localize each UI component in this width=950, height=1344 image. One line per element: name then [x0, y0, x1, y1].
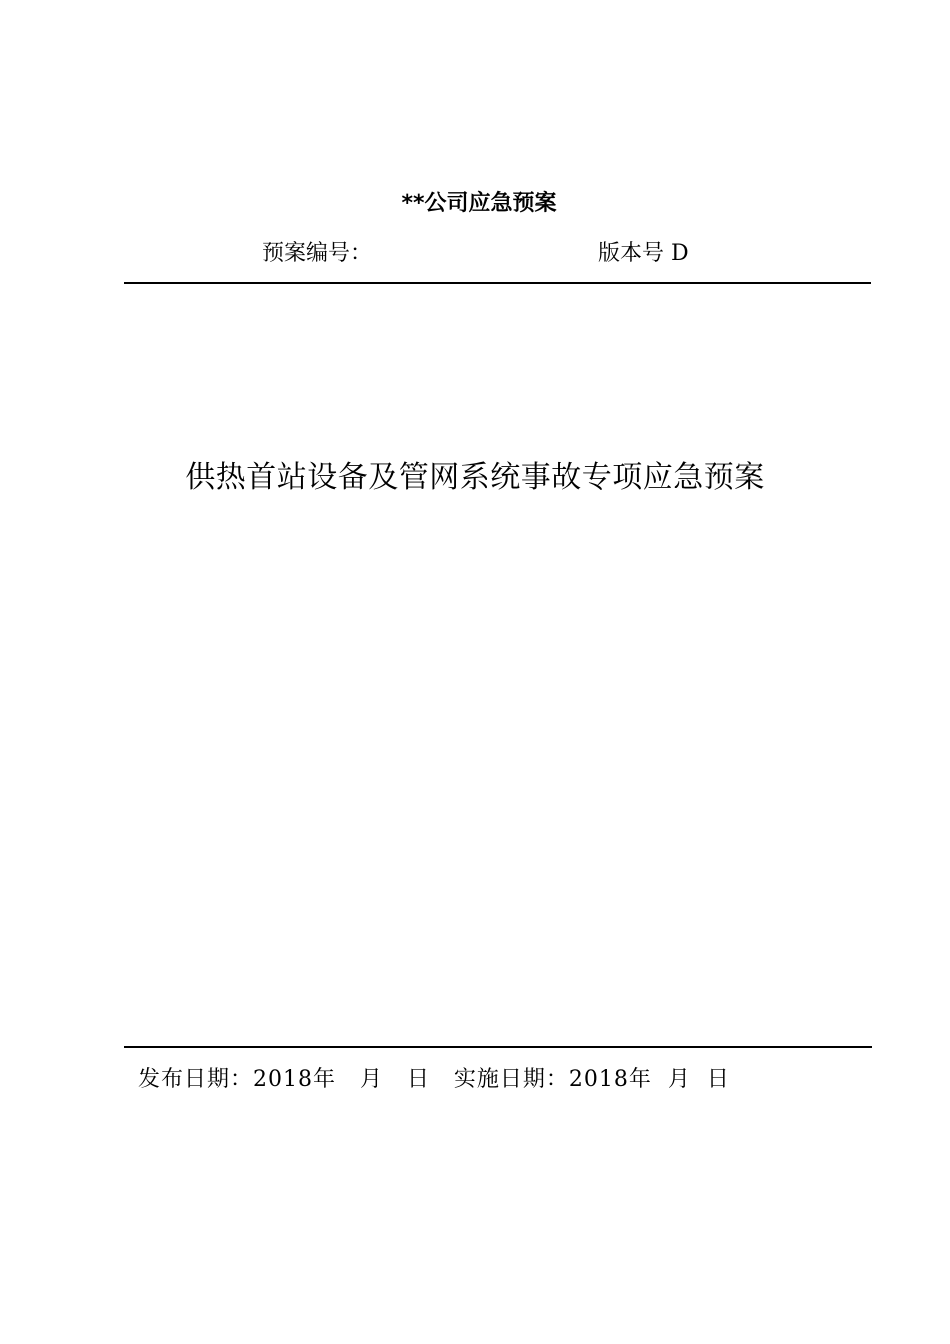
version-label: 版本号 D [598, 241, 689, 266]
footer-divider [124, 1046, 872, 1048]
document-title: 供热首站设备及管网系统事故专项应急预案 [185, 460, 765, 495]
company-title: **公司应急预案 [401, 191, 557, 216]
release-implementation-dates: 发布日期：2018年 月 日 实施日期：2018年 月 日 [138, 1067, 730, 1092]
plan-number-label: 预案编号： [262, 241, 373, 266]
header-divider [124, 282, 871, 284]
